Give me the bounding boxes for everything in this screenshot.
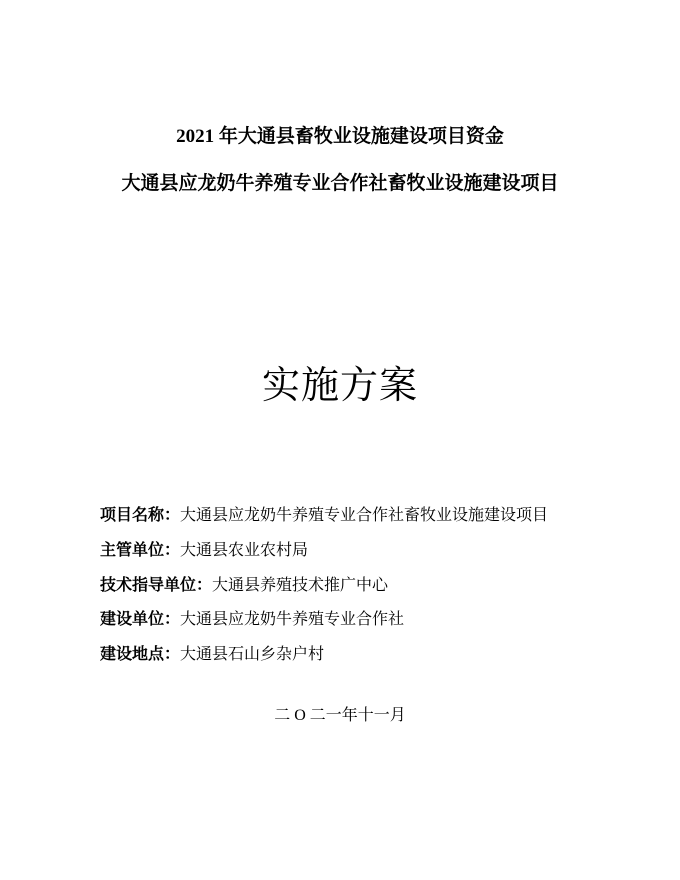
info-value: 大通县应龙奶牛养殖专业合作社畜牧业设施建设项目 <box>180 507 549 524</box>
info-row-technical-guidance-unit <box>100 578 388 594</box>
info-row-supervising-unit <box>100 543 308 559</box>
document-date: 二 O 二一年十一月 <box>274 707 406 724</box>
info-row-construction-unit <box>100 612 404 628</box>
info-row-construction-site <box>100 647 324 663</box>
info-label: 主管单位： <box>100 542 181 559</box>
page-title: 实施方案 <box>261 365 418 407</box>
info-value: 大通县农业农村局 <box>180 542 309 559</box>
document-header-line-1: 2021 年大通县畜牧业设施建设项目资金 <box>176 126 504 147</box>
document-header-line-2: 大通县应龙奶牛养殖专业合作社畜牧业设施建设项目 <box>121 173 559 194</box>
info-label: 项目名称： <box>100 507 181 524</box>
info-label: 技术指导单位： <box>100 577 213 594</box>
info-label: 建设单位： <box>100 611 181 628</box>
info-label: 建设地点： <box>100 646 181 663</box>
info-value: 大通县养殖技术推广中心 <box>212 577 389 594</box>
info-row-project-name <box>100 508 548 524</box>
info-value: 大通县石山乡杂户村 <box>180 646 325 663</box>
info-value: 大通县应龙奶牛养殖专业合作社 <box>180 611 405 628</box>
